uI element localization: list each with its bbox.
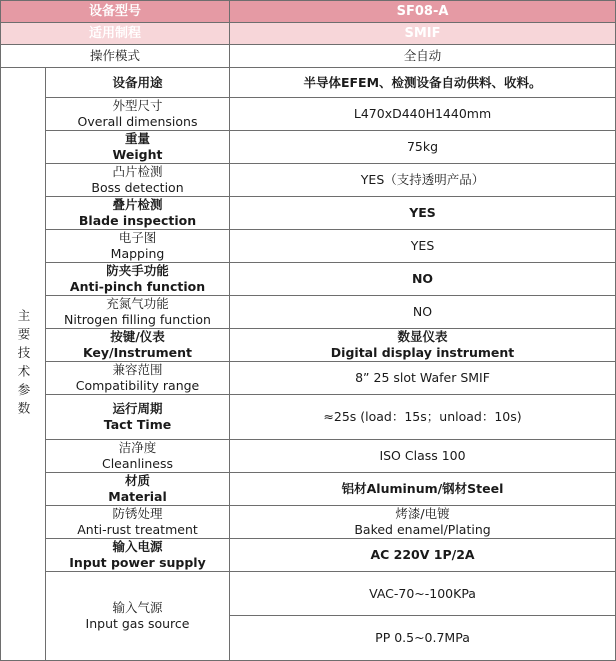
table-row [1, 296, 616, 329]
param-value: 8” 25 slot Wafer SMIF [230, 362, 616, 395]
gas-value-pp: PP 0.5~0.7MPa [230, 616, 616, 661]
param-label-zh: 按键/仪表 [110, 329, 165, 344]
table-row [1, 506, 616, 539]
table-row [1, 473, 616, 506]
gas-value-vac: VAC-70~-100KPa [230, 572, 616, 616]
table-row [1, 362, 616, 395]
model-value: SF08-A [230, 1, 616, 23]
param-value [230, 329, 616, 362]
param-value: ≈25s (load：15s；unload：10s) [230, 395, 616, 440]
param-value-line1: 烤漆/电镀 [395, 506, 450, 521]
param-label [46, 329, 230, 362]
param-value [230, 506, 616, 539]
param-value: YES [230, 197, 616, 230]
param-value: AC 220V 1P/2A [230, 539, 616, 572]
param-label-en: Input power supply [69, 555, 206, 570]
table-row [1, 131, 616, 164]
param-value: YES [230, 230, 616, 263]
mode-label: 操作模式 [1, 45, 230, 68]
table-row [1, 329, 616, 362]
table-row [1, 230, 616, 263]
param-label-zh: 运行周期 [112, 401, 163, 416]
table-row [1, 263, 616, 296]
param-label-zh: 材质 [125, 473, 151, 488]
param-label-en: Anti-rust treatment [77, 522, 198, 537]
param-label [46, 506, 230, 539]
param-label [46, 296, 230, 329]
table-row [1, 539, 616, 572]
param-label [46, 68, 230, 98]
mode-value: 全自动 [230, 45, 616, 68]
param-label-zh: 防夹手功能 [106, 263, 169, 278]
param-label-en: Anti-pinch function [69, 279, 206, 294]
param-label-en: Input gas source [85, 616, 190, 631]
param-label [46, 230, 230, 263]
param-label [46, 572, 230, 661]
param-value: NO [230, 263, 616, 296]
param-label-zh: 叠片检测 [112, 197, 163, 212]
param-label-zh: 充氮气功能 [106, 296, 169, 311]
param-label [46, 131, 230, 164]
param-label-zh: 洁净度 [118, 440, 157, 455]
param-value-line2: Baked enamel/Plating [354, 522, 491, 537]
process-value: SMIF [230, 23, 616, 45]
header-row-process [1, 23, 616, 45]
model-label: 设备型号 [1, 1, 230, 23]
param-label-en: Cleanliness [101, 456, 174, 471]
param-label-en: Key/Instrument [82, 345, 193, 360]
param-label-en: Nitrogen filling function [64, 312, 211, 327]
param-value: ISO Class 100 [230, 440, 616, 473]
param-label [46, 263, 230, 296]
param-label-en: Tact Time [103, 417, 172, 432]
param-value: NO [230, 296, 616, 329]
table-row [1, 572, 616, 616]
param-label-en: Overall dimensions [77, 114, 198, 129]
param-label-zh: 电子图 [118, 230, 157, 245]
param-label [46, 362, 230, 395]
table-row [1, 68, 616, 98]
param-label-en: Material [108, 489, 167, 504]
mode-row [1, 45, 616, 68]
param-label-en: Boss detection [91, 180, 184, 195]
param-label-zh: 输入气源 [112, 600, 163, 615]
table-row [1, 98, 616, 131]
param-label-zh: 凸片检测 [112, 164, 163, 179]
param-value-line2: Digital display instrument [330, 345, 515, 360]
param-label-en: Weight [112, 147, 163, 162]
section-label: 主要技术参数 [1, 68, 46, 661]
param-label-zh: 防锈处理 [112, 506, 163, 521]
process-label: 适用制程 [1, 23, 230, 45]
param-value-line1: 数显仪表 [397, 329, 448, 344]
param-label-en: Blade inspection [78, 213, 197, 228]
param-label [46, 164, 230, 197]
param-label-zh: 外型尺寸 [112, 98, 163, 113]
param-label [46, 539, 230, 572]
param-value: 半导体EFEM、检测设备自动供料、收料。 [230, 68, 616, 98]
param-label-en: Compatibility range [75, 378, 200, 393]
header-row-model [1, 1, 616, 23]
param-label [46, 473, 230, 506]
param-label [46, 98, 230, 131]
param-value: 75kg [230, 131, 616, 164]
param-label [46, 197, 230, 230]
table-row [1, 440, 616, 473]
param-label [46, 395, 230, 440]
param-label-zh: 设备用途 [112, 74, 163, 90]
param-label-en: Mapping [110, 246, 165, 261]
param-label-zh: 兼容范围 [112, 362, 163, 377]
param-value: L470xD440H1440mm [230, 98, 616, 131]
param-value: 铝材Aluminum/钢材Steel [230, 473, 616, 506]
param-label-zh: 重量 [125, 131, 151, 146]
table-row [1, 164, 616, 197]
param-label [46, 440, 230, 473]
table-row [1, 197, 616, 230]
param-value: YES（支持透明产品） [230, 164, 616, 197]
table-row [1, 395, 616, 440]
param-label-zh: 输入电源 [112, 539, 163, 554]
